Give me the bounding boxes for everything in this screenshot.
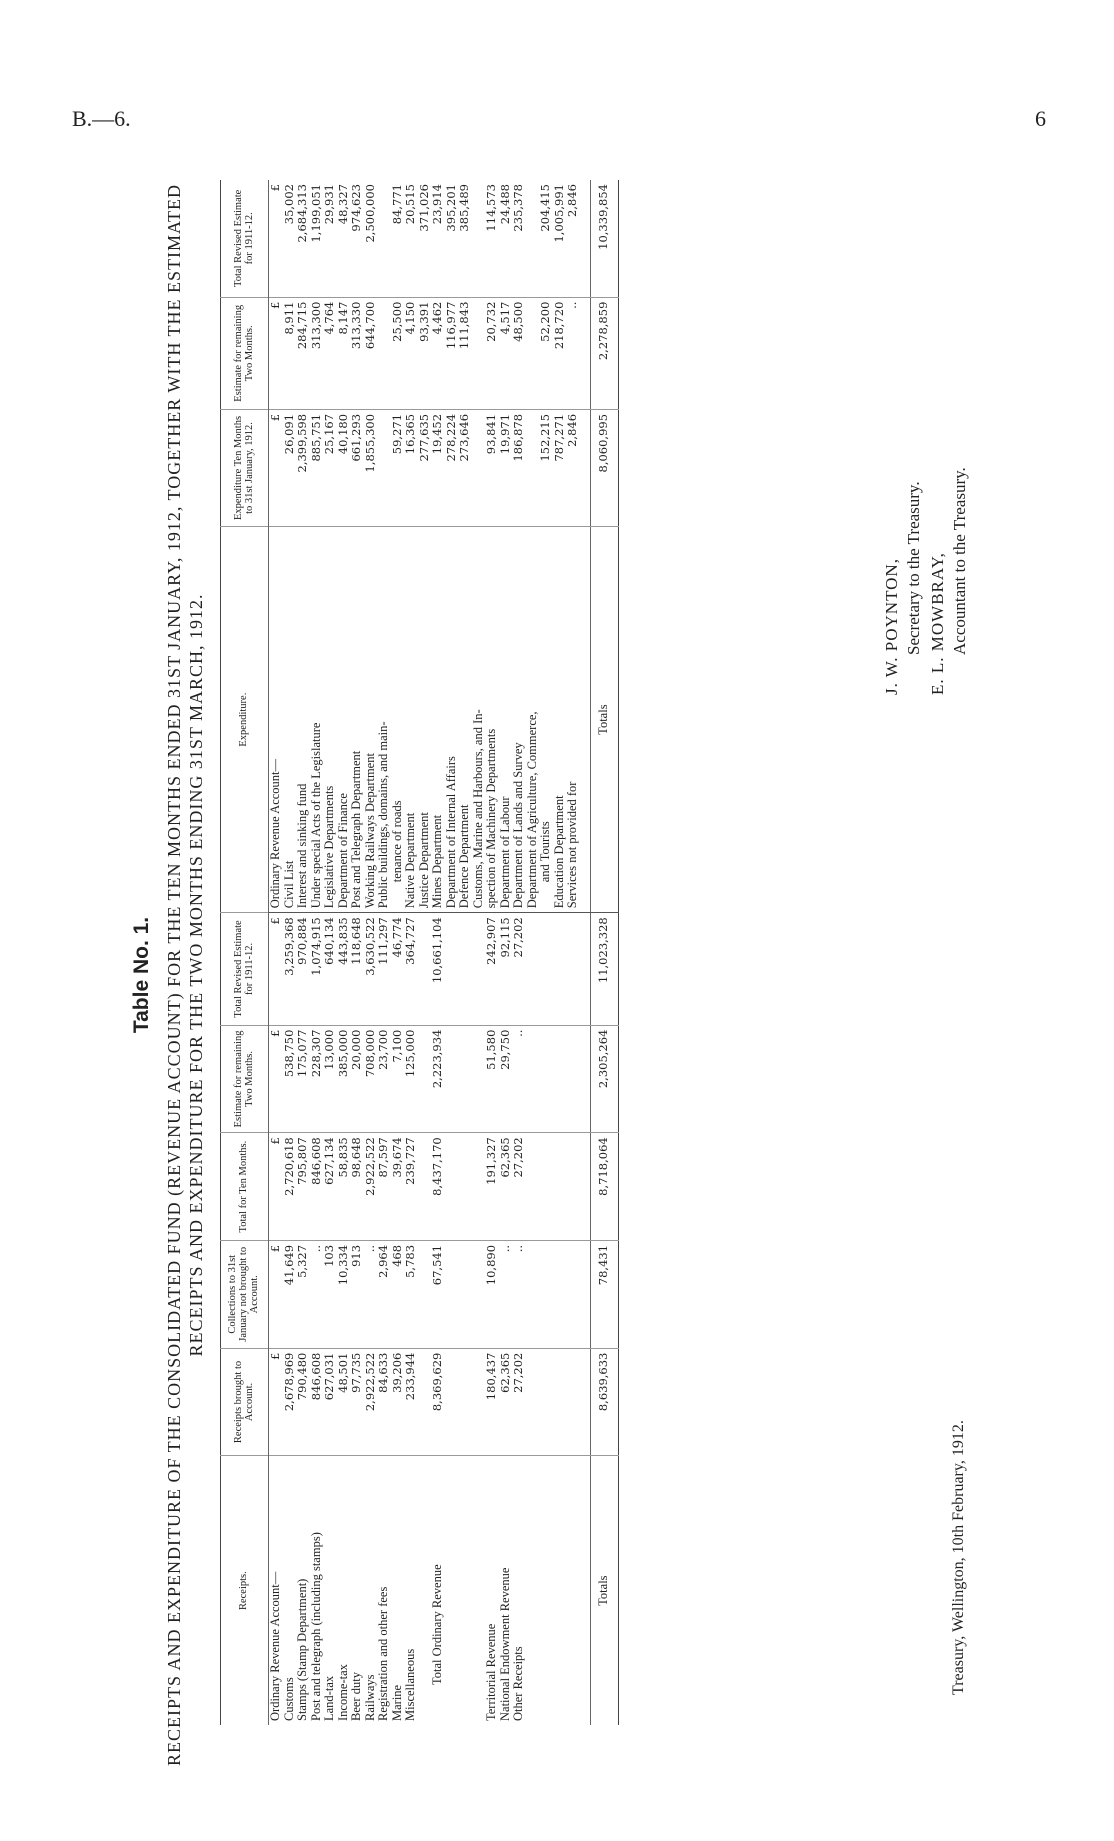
receipt-collections: 5,783	[404, 1240, 418, 1348]
receipt-collections: 468	[391, 1240, 405, 1348]
expenditure-ten: 273,646	[458, 409, 472, 526]
expenditure-estimate-two: 4,517	[499, 297, 513, 409]
table-row	[296, 180, 310, 1725]
receipt-label: Other Receipts	[512, 1456, 526, 1725]
receipt-estimate-two: 175,077	[296, 1025, 310, 1133]
receipt-brought: £	[269, 1348, 283, 1456]
expenditure-revised: 371,026	[416, 184, 431, 232]
expenditure-ten: £	[269, 409, 283, 526]
expenditure-estimate-two	[377, 297, 391, 409]
table-row	[566, 180, 590, 1725]
receipt-revised: £	[269, 913, 283, 1025]
receipt-collections	[553, 1240, 567, 1348]
signatory-1-title: Secretary to the Treasury.	[904, 481, 923, 655]
receipt-estimate-two	[553, 1025, 567, 1133]
expenditure-label: Public buildings, domains, and main-	[377, 527, 391, 913]
expenditure-revised: 84,771	[389, 184, 404, 225]
receipt-total-ten: 39,674	[391, 1133, 405, 1241]
receipt-revised	[418, 913, 432, 1025]
expenditure-estimate-two	[526, 297, 540, 409]
receipt-revised	[445, 913, 459, 1025]
receipt-estimate-two: 23,700	[377, 1025, 391, 1133]
receipt-total-ten: 2,922,522	[364, 1133, 378, 1241]
expenditure-revised: 1,199,051	[308, 184, 323, 243]
col-header-revised-receipts: Total Revised Estimate for 1911-12.	[221, 913, 269, 1025]
expenditure-label: Legislative Departments	[323, 527, 337, 913]
expenditure-ten: 26,091	[283, 409, 297, 526]
expenditure-revised: 2,500,000	[362, 184, 377, 243]
expenditure-estimate-two: 25,500	[391, 297, 405, 409]
table-caption-line-2: RECEIPTS AND EXPENDITURE FOR THE TWO MONTHS ENDING 31ST MARCH, 1912.	[186, 593, 206, 1357]
table-row	[364, 180, 378, 1725]
expenditure-label: Mines Department	[431, 527, 445, 913]
receipt-estimate-two	[445, 1025, 459, 1133]
footer-date: Treasury, Wellington, 10th February, 1912.	[950, 1420, 967, 1695]
totals-label-expenditure: Totals	[590, 527, 619, 913]
expenditure-label: Department of Finance	[337, 527, 351, 913]
expenditure-ten: 59,271	[391, 409, 405, 526]
receipt-total-ten: 239,727	[404, 1133, 418, 1241]
expenditure-label: Working Railways Department	[364, 527, 378, 913]
expenditure-estimate-two: 8,911	[283, 297, 297, 409]
receipt-collections: 41,649	[283, 1240, 297, 1348]
expenditure-revised: £	[268, 184, 282, 192]
table-row	[485, 180, 499, 1725]
page-number: 6	[1035, 106, 1046, 131]
receipt-revised	[539, 913, 553, 1025]
receipt-collections: ..	[499, 1240, 513, 1348]
receipt-label: National Endowment Revenue	[499, 1456, 513, 1725]
receipt-estimate-two: 385,000	[337, 1025, 351, 1133]
receipt-revised: 242,907	[485, 913, 499, 1025]
receipt-label: Income-tax	[337, 1456, 351, 1725]
receipt-estimate-two: 538,750	[283, 1025, 297, 1133]
expenditure-ten: 1,855,300	[364, 409, 378, 526]
receipt-brought: 27,202	[512, 1348, 526, 1456]
receipt-collections	[472, 1240, 486, 1348]
receipt-estimate-two: ..	[512, 1025, 526, 1133]
receipt-collections: 913	[350, 1240, 364, 1348]
receipt-estimate-two	[539, 1025, 553, 1133]
receipt-total-ten: 191,327	[485, 1133, 499, 1241]
receipt-revised: 111,297	[377, 913, 391, 1025]
expenditure-estimate-two: 644,700	[364, 297, 378, 409]
expenditure-label: Ordinary Revenue Account—	[269, 527, 283, 913]
totals-revised-receipts: 11,023,328	[590, 913, 619, 1025]
receipt-label: Customs	[283, 1456, 297, 1725]
receipt-label	[472, 1456, 486, 1725]
table-row	[553, 180, 567, 1725]
col-header-collections: Collections to 31st January not brought to Account.	[221, 1240, 269, 1348]
expenditure-estimate-two: 313,330	[350, 297, 364, 409]
receipt-total-ten: 87,597	[377, 1133, 391, 1241]
expenditure-revised: 204,415	[538, 184, 552, 232]
receipt-total-ten	[539, 1133, 553, 1241]
table-title: Table No. 1.	[130, 916, 153, 1034]
receipt-revised: 443,835	[337, 913, 351, 1025]
receipt-collections	[526, 1240, 540, 1348]
receipt-revised	[458, 913, 472, 1025]
receipt-label: Registration and other fees	[377, 1456, 391, 1725]
expenditure-revised: 29,931	[322, 184, 336, 225]
receipt-estimate-two: 13,000	[323, 1025, 337, 1133]
receipt-label: Miscellaneous	[404, 1456, 418, 1725]
expenditure-estimate-two: 313,300	[310, 297, 324, 409]
receipt-collections: ..	[512, 1240, 526, 1348]
receipt-brought	[553, 1348, 567, 1456]
expenditure-ten	[377, 409, 391, 526]
receipt-label: Stamps (Stamp Department)	[296, 1456, 310, 1725]
receipt-estimate-two: 7,100	[391, 1025, 405, 1133]
receipt-brought	[566, 1348, 590, 1456]
receipt-collections: 67,541	[431, 1240, 445, 1348]
table-row	[269, 180, 283, 1725]
expenditure-ten: 2,846	[566, 409, 590, 526]
expenditure-label: Native Department	[404, 527, 418, 913]
receipt-revised: 3,630,522	[364, 913, 378, 1025]
receipt-label	[458, 1456, 472, 1725]
expenditure-label: Under special Acts of the Legislature	[310, 527, 324, 913]
receipt-revised: 46,774	[391, 913, 405, 1025]
table-row	[391, 180, 405, 1725]
expenditure-label: Justice Department	[418, 527, 432, 913]
expenditure-label: Department of Labour	[499, 527, 513, 913]
totals-collections: 78,431	[590, 1240, 619, 1348]
expenditure-estimate-two: 8,147	[337, 297, 351, 409]
expenditure-estimate-two: 4,150	[404, 297, 418, 409]
expenditure-ten: 186,878	[512, 409, 526, 526]
receipt-revised	[553, 913, 567, 1025]
expenditure-label: Department of Lands and Survey	[512, 527, 526, 913]
table-row	[337, 180, 351, 1725]
totals-label-receipts: Totals	[590, 1456, 619, 1725]
receipt-estimate-two	[526, 1025, 540, 1133]
expenditure-label: and Tourists	[539, 527, 553, 913]
expenditure-label: Interest and sinking fund	[296, 527, 310, 913]
receipt-brought	[539, 1348, 553, 1456]
receipt-collections: £	[269, 1240, 283, 1348]
expenditure-label: Services not provided for	[566, 527, 590, 913]
receipt-collections: ..	[364, 1240, 378, 1348]
expenditure-label: tenance of roads	[391, 527, 405, 913]
table-header-row	[221, 180, 269, 1725]
expenditure-ten: 19,452	[431, 409, 445, 526]
receipt-revised	[472, 913, 486, 1025]
table-row	[431, 180, 445, 1725]
table-row	[539, 180, 553, 1725]
col-header-exp-ten: Expenditure Ten Months to 31st January, 1912.	[221, 409, 269, 526]
receipt-total-ten: 2,720,618	[283, 1133, 297, 1241]
page-reference: B.—6.	[72, 106, 131, 131]
col-header-total-ten: Total for Ten Months.	[221, 1133, 269, 1241]
col-header-receipts: Receipts.	[221, 1456, 269, 1725]
expenditure-estimate-two: 111,843	[458, 297, 472, 409]
receipt-total-ten	[566, 1133, 590, 1241]
receipt-estimate-two: 51,580	[485, 1025, 499, 1133]
receipt-brought: 180,437	[485, 1348, 499, 1456]
receipt-revised: 92,115	[499, 913, 513, 1025]
expenditure-estimate-two: 116,977	[445, 297, 459, 409]
receipt-brought: 2,678,969	[283, 1348, 297, 1456]
col-header-expenditure: Expenditure.	[221, 527, 269, 913]
expenditure-ten: 277,635	[418, 409, 432, 526]
receipt-brought: 97,735	[350, 1348, 364, 1456]
receipt-brought	[445, 1348, 459, 1456]
expenditure-estimate-two: 48,500	[512, 297, 526, 409]
expenditure-estimate-two: 93,391	[418, 297, 432, 409]
receipt-estimate-two	[472, 1025, 486, 1133]
expenditure-estimate-two: ..	[566, 297, 590, 409]
receipt-total-ten: £	[269, 1133, 283, 1241]
expenditure-ten: 152,215	[539, 409, 553, 526]
receipt-collections	[458, 1240, 472, 1348]
expenditure-ten: 278,224	[445, 409, 459, 526]
receipt-collections: 10,890	[485, 1240, 499, 1348]
receipt-total-ten: 627,134	[323, 1133, 337, 1241]
expenditure-estimate-two: £	[269, 297, 283, 409]
expenditure-estimate-two: 20,732	[485, 297, 499, 409]
receipt-label: Marine	[391, 1456, 405, 1725]
receipt-brought: 48,501	[337, 1348, 351, 1456]
receipt-total-ten	[472, 1133, 486, 1241]
receipt-label: Railways	[364, 1456, 378, 1725]
receipt-brought: 627,031	[323, 1348, 337, 1456]
signatory-1-name: J. W. POYNTON,	[882, 558, 901, 695]
expenditure-ten: 25,167	[323, 409, 337, 526]
table-row	[526, 180, 540, 1725]
receipt-revised: 1,074,915	[310, 913, 324, 1025]
expenditure-revised: 48,327	[335, 184, 350, 225]
receipt-total-ten: 846,608	[310, 1133, 324, 1241]
receipt-label: Beer duty	[350, 1456, 364, 1725]
receipts-expenditure-table	[220, 180, 619, 1725]
totals-total-ten: 8,718,064	[590, 1133, 619, 1241]
receipt-estimate-two	[458, 1025, 472, 1133]
expenditure-ten: 2,399,598	[296, 409, 310, 526]
receipt-label: Land-tax	[323, 1456, 337, 1725]
totals-exp-ten: 8,060,995	[590, 409, 619, 526]
expenditure-label: Civil List	[283, 527, 297, 913]
receipt-revised: 970,884	[296, 913, 310, 1025]
expenditure-revised: 1,005,991	[551, 184, 566, 243]
receipt-label: Ordinary Revenue Account—	[269, 1456, 283, 1725]
expenditure-revised: 395,201	[443, 184, 458, 232]
col-header-brought: Receipts brought to Account.	[221, 1348, 269, 1456]
receipt-brought: 84,633	[377, 1348, 391, 1456]
expenditure-label: Department of Internal Affairs	[445, 527, 459, 913]
receipt-label	[539, 1456, 553, 1725]
receipt-estimate-two	[418, 1025, 432, 1133]
expenditure-revised: 24,488	[497, 184, 512, 225]
receipt-estimate-two: 708,000	[364, 1025, 378, 1133]
expenditure-label: Defence Department	[458, 527, 472, 913]
rotated-table-page	[130, 145, 990, 1775]
expenditure-ten: 787,271	[553, 409, 567, 526]
expenditure-label: spection of Machinery Departments	[485, 527, 499, 913]
expenditure-revised: 2,846	[565, 184, 579, 217]
expenditure-revised	[377, 180, 391, 297]
receipt-total-ten	[418, 1133, 432, 1241]
receipt-label	[553, 1456, 567, 1725]
expenditure-revised: 235,378	[511, 184, 525, 232]
receipt-total-ten	[445, 1133, 459, 1241]
expenditure-revised: 385,489	[457, 184, 471, 232]
receipt-estimate-two: 125,000	[404, 1025, 418, 1133]
expenditure-estimate-two: 218,720	[553, 297, 567, 409]
expenditure-revised: 2,684,313	[295, 184, 309, 243]
col-header-estimate-two-receipts: Estimate for remaining Two Months.	[221, 1025, 269, 1133]
expenditure-estimate-two: 52,200	[539, 297, 553, 409]
receipt-label	[566, 1456, 590, 1725]
receipt-label: Total Ordinary Revenue	[431, 1456, 445, 1725]
expenditure-label: Education Department	[553, 527, 567, 913]
expenditure-revised	[472, 180, 486, 297]
receipt-total-ten	[526, 1133, 540, 1241]
expenditure-label: Post and Telegraph Department	[350, 527, 364, 913]
receipt-brought	[418, 1348, 432, 1456]
expenditure-ten	[472, 409, 486, 526]
expenditure-label: Department of Agriculture, Commerce,	[526, 527, 540, 913]
table-caption-line-1: RECEIPTS AND EXPENDITURE OF THE CONSOLIDATED FUND (REVENUE ACCOUNT) FOR THE TEN MONTHS ENDED 31ST JANUARY, 1912, TOGETHER WITH THE ESTIMATED	[164, 183, 184, 1767]
receipt-brought	[458, 1348, 472, 1456]
totals-estimate-two-receipts: 2,305,264	[590, 1025, 619, 1133]
receipt-total-ten: 795,807	[296, 1133, 310, 1241]
expenditure-estimate-two: 284,715	[296, 297, 310, 409]
table-row	[377, 180, 391, 1725]
expenditure-estimate-two	[472, 297, 486, 409]
table-row	[458, 180, 472, 1725]
signatory-2-title: Accountant to the Treasury.	[950, 467, 969, 655]
receipt-revised: 3,259,368	[283, 913, 297, 1025]
table-row	[499, 180, 513, 1725]
receipt-revised: 364,727	[404, 913, 418, 1025]
expenditure-ten	[526, 409, 540, 526]
receipt-collections	[418, 1240, 432, 1348]
receipt-brought: 233,944	[404, 1348, 418, 1456]
receipt-label	[418, 1456, 432, 1725]
receipt-revised: 118,648	[350, 913, 364, 1025]
table-row	[404, 180, 418, 1725]
expenditure-label: Customs, Marine and Harbours, and In-	[472, 527, 486, 913]
table-row	[472, 180, 486, 1725]
receipt-collections	[539, 1240, 553, 1348]
receipt-label	[526, 1456, 540, 1725]
receipt-collections	[566, 1240, 590, 1348]
table-row	[445, 180, 459, 1725]
expenditure-ten: 885,751	[310, 409, 324, 526]
signatory-2-name: E. L. MOWBRAY,	[928, 552, 947, 695]
expenditure-ten: 661,293	[350, 409, 364, 526]
receipt-brought: 846,608	[310, 1348, 324, 1456]
expenditure-revised: 974,623	[349, 184, 363, 232]
receipt-total-ten	[553, 1133, 567, 1241]
receipt-brought	[526, 1348, 540, 1456]
table-row	[310, 180, 324, 1725]
table-row	[418, 180, 432, 1725]
receipt-estimate-two: £	[269, 1025, 283, 1133]
expenditure-estimate-two: 4,462	[431, 297, 445, 409]
receipt-revised: 10,661,104	[431, 913, 445, 1025]
receipt-collections: 5,327	[296, 1240, 310, 1348]
receipt-label: Territorial Revenue	[485, 1456, 499, 1725]
col-header-revised-expenditure: Total Revised Estimate for 1911-12.	[221, 180, 269, 297]
expenditure-revised: 114,573	[484, 184, 498, 232]
receipt-brought	[472, 1348, 486, 1456]
expenditure-revised	[526, 180, 540, 297]
receipt-total-ten: 8,437,170	[431, 1133, 445, 1241]
expenditure-ten: 93,841	[485, 409, 499, 526]
receipt-revised: 27,202	[512, 913, 526, 1025]
receipt-brought: 2,922,522	[364, 1348, 378, 1456]
receipt-total-ten: 98,648	[350, 1133, 364, 1241]
receipt-brought: 39,206	[391, 1348, 405, 1456]
receipt-brought: 8,369,629	[431, 1348, 445, 1456]
receipt-revised	[566, 913, 590, 1025]
receipt-estimate-two: 20,000	[350, 1025, 364, 1133]
receipt-total-ten: 62,365	[499, 1133, 513, 1241]
receipt-total-ten	[458, 1133, 472, 1241]
expenditure-ten: 19,971	[499, 409, 513, 526]
table-row	[323, 180, 337, 1725]
receipt-estimate-two: 2,223,934	[431, 1025, 445, 1133]
expenditure-ten: 16,365	[404, 409, 418, 526]
table-row	[512, 180, 526, 1725]
expenditure-revised: 20,515	[403, 184, 417, 225]
expenditure-ten: 40,180	[337, 409, 351, 526]
receipt-label: Post and telegraph (including stamps)	[310, 1456, 324, 1725]
totals-brought: 8,639,633	[590, 1348, 619, 1456]
totals-row	[590, 180, 619, 1725]
receipt-estimate-two: 29,750	[499, 1025, 513, 1133]
receipt-brought: 790,480	[296, 1348, 310, 1456]
table-row	[283, 180, 297, 1725]
receipt-collections: 103	[323, 1240, 337, 1348]
receipt-estimate-two: 228,307	[310, 1025, 324, 1133]
totals-revised-expenditure: 10,339,854	[590, 180, 619, 297]
receipt-total-ten: 27,202	[512, 1133, 526, 1241]
receipt-collections: 2,964	[377, 1240, 391, 1348]
receipt-revised: 640,134	[323, 913, 337, 1025]
receipt-label	[445, 1456, 459, 1725]
expenditure-revised: 23,914	[430, 184, 444, 225]
receipt-collections: 10,334	[337, 1240, 351, 1348]
receipt-estimate-two	[566, 1025, 590, 1133]
col-header-estimate-two-expenditure: Estimate for remaining Two Months.	[221, 297, 269, 409]
table-row	[350, 180, 364, 1725]
receipt-brought: 62,365	[499, 1348, 513, 1456]
expenditure-estimate-two: 4,764	[323, 297, 337, 409]
expenditure-revised: 35,002	[281, 184, 296, 225]
receipt-collections	[445, 1240, 459, 1348]
totals-estimate-two-expenditure: 2,278,859	[590, 297, 619, 409]
receipt-total-ten: 58,835	[337, 1133, 351, 1241]
receipt-collections: ..	[310, 1240, 324, 1348]
receipt-revised	[526, 913, 540, 1025]
